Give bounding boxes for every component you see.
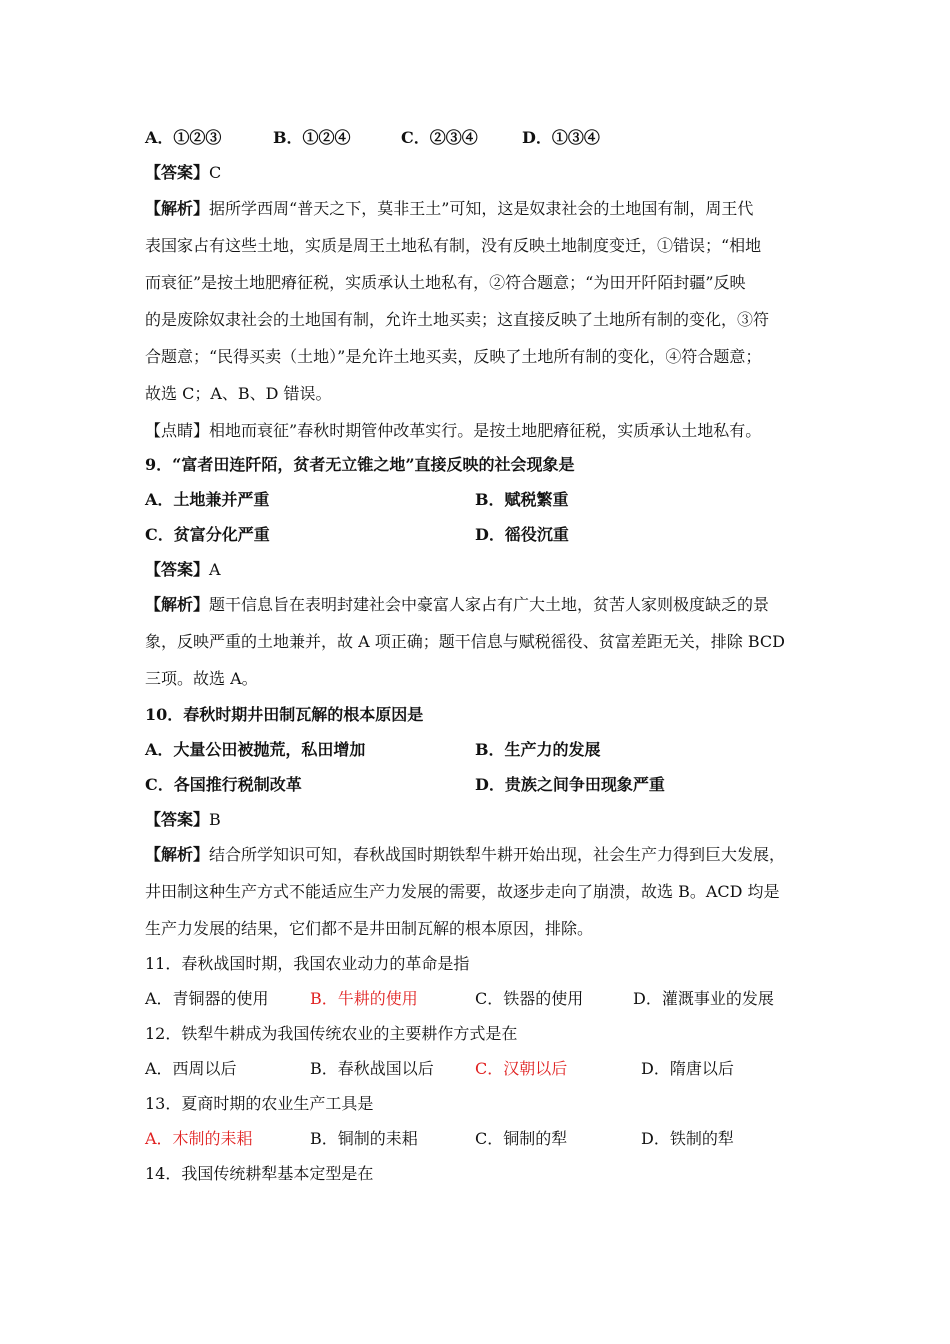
analysis-tag: 【解析】: [145, 845, 210, 864]
answer-value: A: [209, 560, 221, 579]
q8-note: [145, 420, 761, 442]
q11-option-c: C．铁器的使用: [475, 989, 584, 1008]
q10-option-b: B．生产力的发展: [475, 740, 601, 759]
q14-question: 14．我国传统耕犁基本定型是在: [145, 1164, 374, 1183]
answer-value: B: [209, 810, 221, 829]
q9-analysis-line-2: 象，反映严重的土地兼并，故 A 项正确；题干信息与赋税徭役、贫富差距无关，排除 BCD: [145, 632, 785, 651]
q8-analysis-line-2: 表国家占有这些土地，实质是周王土地私有制，没有反映土地制度变迁，①错误；“相地: [145, 236, 762, 255]
q12-question: 12．铁犁牛耕成为我国传统农业的主要耕作方式是在: [145, 1024, 518, 1043]
q10-answer: [145, 809, 221, 831]
q9-option-b: B．赋税繁重: [475, 490, 569, 509]
q10-analysis-line-3: 生产力发展的结果，它们都不是井田制瓦解的根本原因，排除。: [145, 919, 594, 938]
q9-question: 9．“富者田连阡陌，贫者无立锥之地”直接反映的社会现象是: [145, 455, 575, 474]
q9-option-a: A．土地兼并严重: [145, 490, 270, 509]
q11-option-a: A．青铜器的使用: [145, 989, 269, 1008]
q13-option-d: D．铁制的犁: [641, 1129, 734, 1148]
q9-option-c: C．贫富分化严重: [145, 525, 270, 544]
analysis-text: 据所学西周“普天之下，莫非王土”可知，这是奴隶社会的土地国有制，周王代: [209, 199, 754, 218]
q9-analysis-line-1: [145, 594, 769, 616]
q11-option-b-correct: B．牛耕的使用: [310, 989, 418, 1008]
q8-analysis-line-4: 的是废除奴隶社会的土地国有制，允许土地买卖；这直接反映了土地所有制的变化，③符: [145, 310, 770, 329]
q11-question: 11．春秋战国时期，我国农业动力的革命是指: [145, 954, 470, 973]
analysis-tag: 【解析】: [145, 595, 210, 614]
analysis-text: 结合所学知识可知，春秋战国时期铁犁牛耕开始出现，社会生产力得到巨大发展，: [209, 845, 786, 864]
q10-option-c: C．各国推行税制改革: [145, 775, 302, 794]
analysis-text: 题干信息旨在表明封建社会中豪富人家占有广大土地，贫苦人家则极度缺乏的景: [209, 595, 770, 614]
q9-analysis-line-3: 三项。故选 A。: [145, 669, 258, 688]
q10-analysis-line-1: [145, 844, 785, 866]
q10-question: 10．春秋时期井田制瓦解的根本原因是: [145, 705, 424, 724]
q12-option-c-correct: C．汉朝以后: [475, 1059, 568, 1078]
q8-option-c: C．②③④: [401, 128, 478, 147]
answer-tag: 【答案】: [145, 560, 210, 579]
note-text: 相地而衰征”春秋时期管仲改革实行。是按土地肥瘠征税，实质承认土地私有。: [209, 421, 762, 440]
note-tag: 【点睛】: [145, 421, 210, 440]
q8-analysis-line-6: 故选 C；A、B、D 错误。: [145, 384, 332, 403]
q11-option-d: D．灌溉事业的发展: [633, 989, 774, 1008]
q10-option-d: D．贵族之间争田现象严重: [475, 775, 665, 794]
q8-option-d: D．①③④: [522, 128, 600, 147]
q13-question: 13．夏商时期的农业生产工具是: [145, 1094, 374, 1113]
q13-option-a-correct: A．木制的耒耜: [145, 1129, 253, 1148]
q10-option-a: A．大量公田被抛荒，私田增加: [145, 740, 366, 759]
q13-option-c: C．铜制的犁: [475, 1129, 568, 1148]
q12-option-a: A．西周以后: [145, 1059, 237, 1078]
q13-option-b: B．铜制的耒耜: [310, 1129, 418, 1148]
q8-analysis-line-3: 而衰征”是按土地肥瘠征税，实质承认土地私有，②符合题意；“为田开阡陌封疆”反映: [145, 273, 746, 292]
q8-option-b: B．①②④: [273, 128, 351, 147]
q12-option-d: D．隋唐以后: [641, 1059, 734, 1078]
q8-analysis-line-1: [145, 198, 753, 220]
q8-analysis-line-5: 合题意；“民得买卖（土地）”是允许土地买卖，反映了土地所有制的变化，④符合题意；: [145, 347, 762, 366]
q10-analysis-line-2: 井田制这种生产方式不能适应生产力发展的需要，故逐步走向了崩溃，故选 B。ACD 均是: [145, 882, 780, 901]
answer-tag: 【答案】: [145, 163, 210, 182]
q8-option-a: A．①②③: [145, 128, 222, 147]
q8-answer: [145, 162, 221, 184]
q9-answer: [145, 559, 221, 581]
answer-tag: 【答案】: [145, 810, 210, 829]
q12-option-b: B．春秋战国以后: [310, 1059, 434, 1078]
analysis-tag: 【解析】: [145, 199, 210, 218]
q9-option-d: D．徭役沉重: [475, 525, 569, 544]
answer-value: C: [209, 163, 222, 182]
